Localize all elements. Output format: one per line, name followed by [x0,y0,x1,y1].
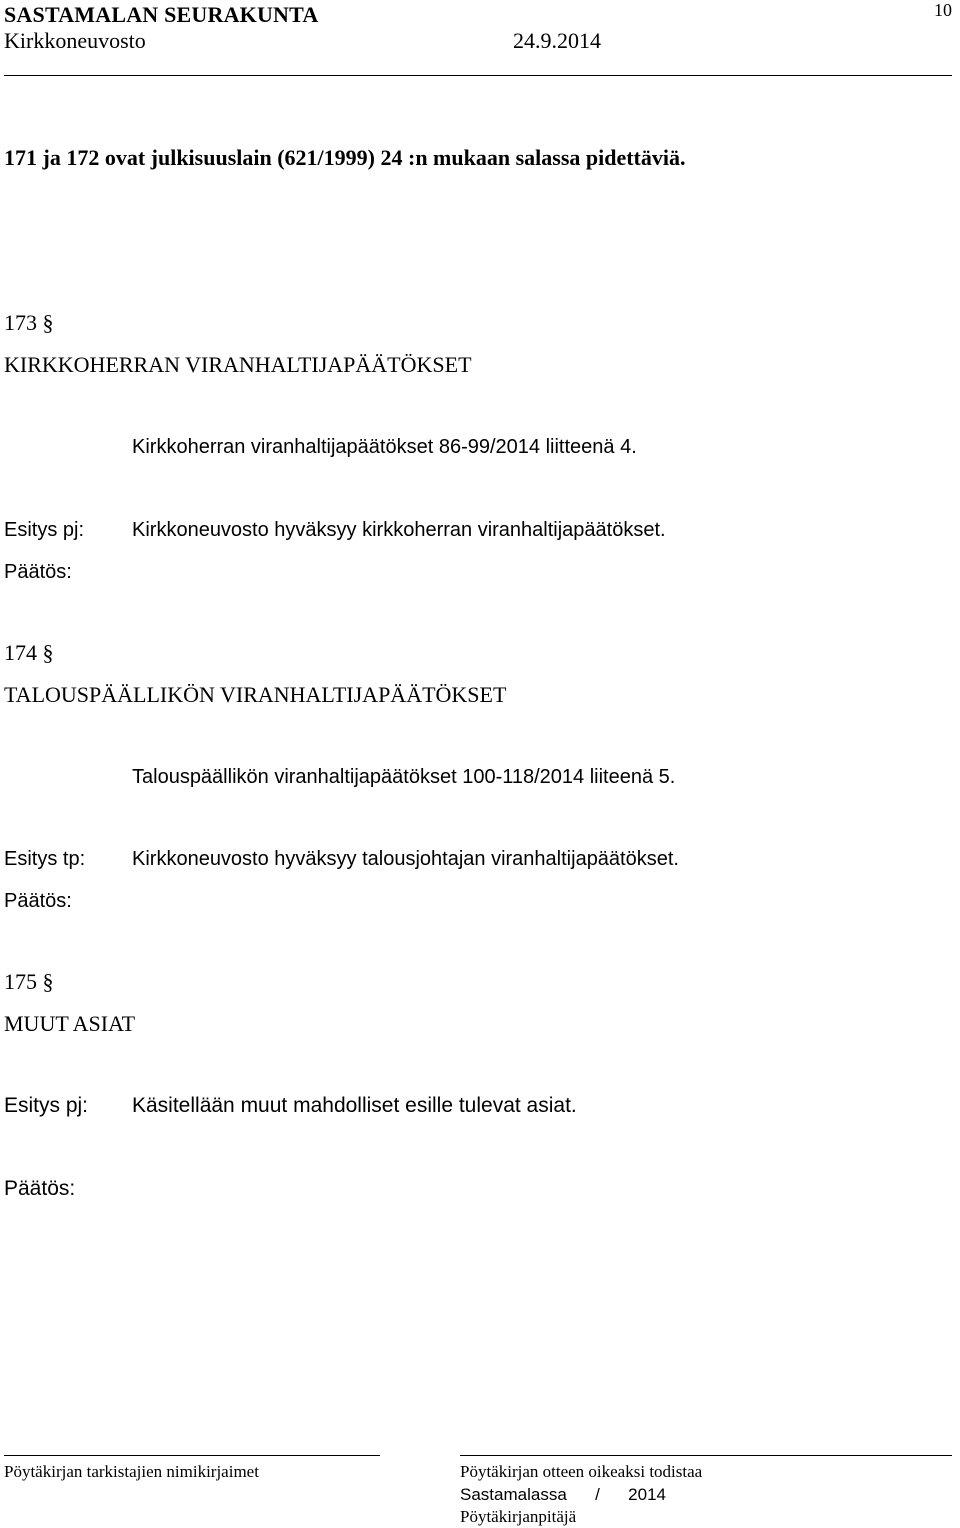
footer-right-label: Pöytäkirjan otteen oikeaksi todistaa [460,1462,703,1481]
section-174-number: 174 § [4,640,54,665]
footer-signer: Pöytäkirjanpitäjä [460,1507,577,1526]
section-173-description: Kirkkoherran viranhaltijapäätökset 86-99/2014 liitteenä 4. [132,436,637,458]
section-174-title: TALOUSPÄÄLLIKÖN VIRANHALTIJAPÄÄTÖKSET [4,682,507,707]
footer-place-line: Sastamalassa / 2014 [460,1485,666,1504]
organization-name: SASTAMALAN SEURAKUNTA [4,2,319,27]
section-175-number: 175 § [4,969,54,994]
header-divider [4,75,952,76]
section-175-title: MUUT ASIAT [4,1011,136,1036]
section-174-description: Talouspäällikön viranhaltijapäätökset 100-118/2014 liiteenä 5. [132,766,676,788]
meeting-date: 24.9.2014 [513,28,601,53]
section-173-proposal-text: Kirkkoneuvosto hyväksyy kirkkoherran viranhaltijapäätökset. [132,519,666,541]
footer-divider-right [460,1455,952,1456]
confidential-note: 171 ja 172 ovat julkisuuslain (621/1999) 24 :n mukaan salassa pidettäviä. [4,145,686,170]
section-175-proposal-label: Esitys pj: [4,1094,89,1117]
footer-divider-left [4,1455,380,1456]
section-173-decision-label: Päätös: [4,561,72,583]
section-175-proposal-text: Käsitellään muut mahdolliset esille tulevat asiat. [132,1094,577,1117]
section-173-title: KIRKKOHERRAN VIRANHALTIJAPÄÄTÖKSET [4,352,472,377]
meeting-body: Kirkkoneuvosto [4,28,146,53]
section-173-proposal-label: Esitys pj: [4,519,85,541]
section-175-decision-label: Päätös: [4,1177,76,1200]
section-174-proposal-text: Kirkkoneuvosto hyväksyy talousjohtajan viranhaltijapäätökset. [132,848,679,870]
section-173-number: 173 § [4,310,54,335]
page-number: 10 [934,0,952,20]
section-174-proposal-label: Esitys tp: [4,848,86,870]
footer-left-label: Pöytäkirjan tarkistajien nimikirjaimet [4,1462,259,1481]
section-174-decision-label: Päätös: [4,890,72,912]
